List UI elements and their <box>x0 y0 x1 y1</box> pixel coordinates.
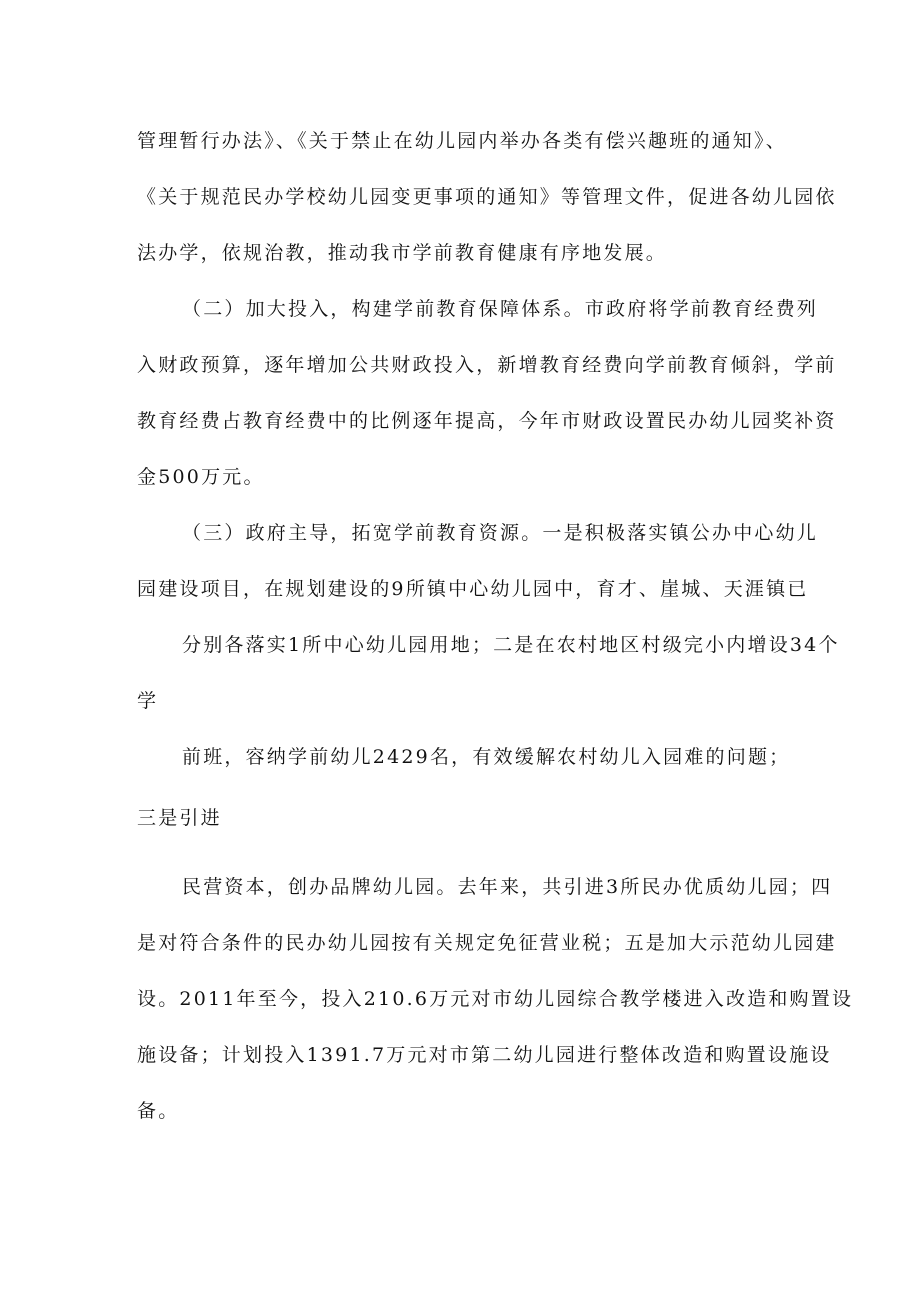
text-line-1: 管理暂行办法》、《关于禁止在幼儿园内举办各类有偿兴趣班的通知》、 <box>137 130 787 152</box>
text-line-9: 园建设项目，在规划建设的9所镇中心幼儿园中，育才、崖城、天涯镇已 <box>137 578 809 600</box>
text-line-16: 设。2011年至今，投入210.6万元对市幼儿园综合教学楼进入改造和购置设 <box>137 988 854 1010</box>
text-line-10: 分别各落实1所中心幼儿园用地；二是在农村地区村级完小内增设34个 <box>182 634 840 656</box>
text-line-14: 民营资本，创办品牌幼儿园。去年来，共引进3所民办优质幼儿园；四 <box>182 876 833 898</box>
text-line-15: 是对符合条件的民办幼儿园按有关规定免征营业税；五是加大示范幼儿园建 <box>137 932 837 954</box>
text-line-6: 教育经费占教育经费中的比例逐年提高，今年市财政设置民办幼儿园奖补资 <box>137 410 837 432</box>
text-line-2: 《关于规范民办学校幼儿园变更事项的通知》等管理文件，促进各幼儿园依 <box>137 186 837 208</box>
text-line-11: 学 <box>137 690 159 712</box>
text-line-18: 备。 <box>137 1100 180 1122</box>
text-line-5: 入财政预算，逐年增加公共财政投入，新增教育经费向学前教育倾斜，学前 <box>137 354 837 376</box>
text-line-4: （二）加大投入，构建学前教育保障体系。市政府将学前教育经费列 <box>182 298 819 320</box>
text-line-7: 金500万元。 <box>137 466 265 488</box>
text-line-17: 施设备；计划投入1391.7万元对市第二幼儿园进行整体改造和购置设施设 <box>137 1044 832 1066</box>
text-line-3: 法办学，依规治教，推动我市学前教育健康有序地发展。 <box>137 242 668 264</box>
text-line-12: 前班，容纳学前幼儿2429名，有效缓解农村幼儿入园难的问题； <box>182 746 791 768</box>
text-line-13: 三是引进 <box>137 807 222 829</box>
text-line-8: （三）政府主导，拓宽学前教育资源。一是积极落实镇公办中心幼儿 <box>182 522 819 544</box>
